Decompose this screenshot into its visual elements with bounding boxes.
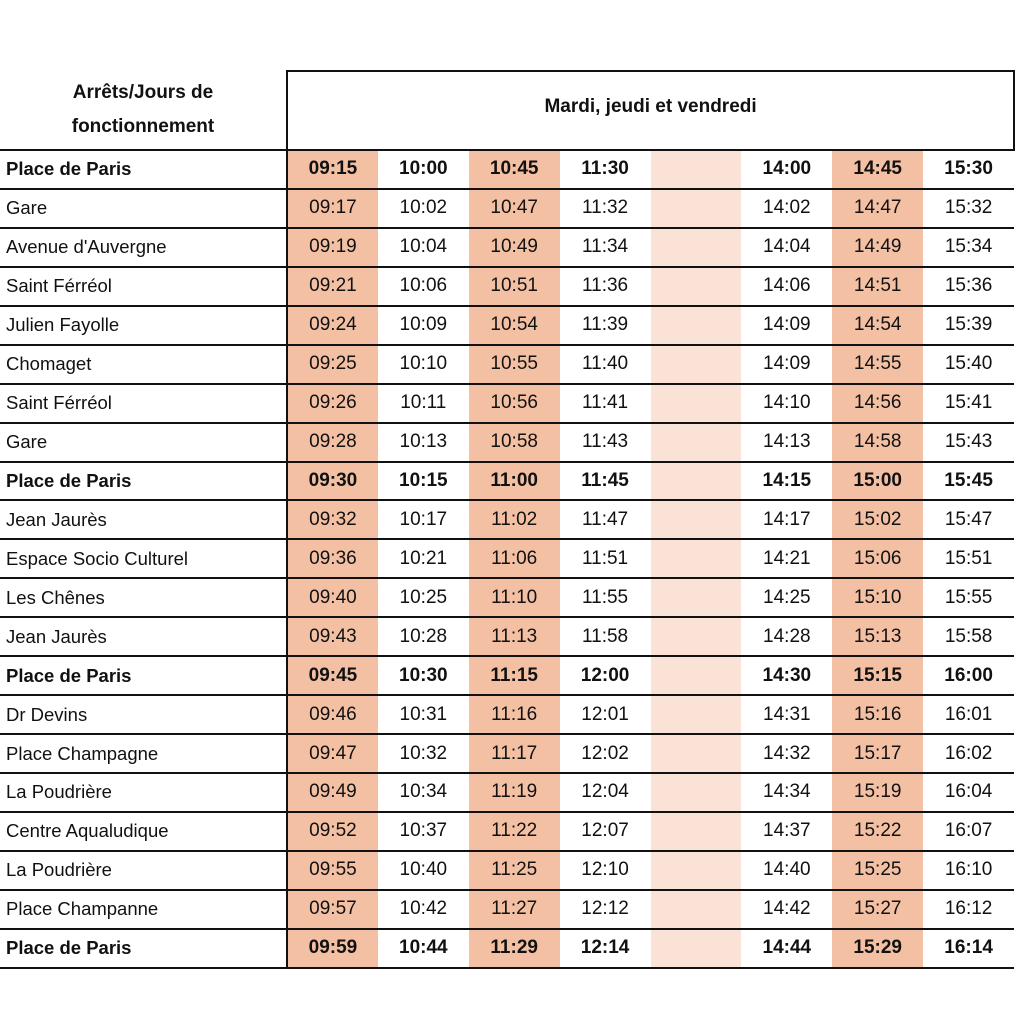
departure-time-cell: 12:10 [560, 851, 651, 890]
empty-time-cell [651, 578, 742, 617]
stop-name-cell: Jean Jaurès [0, 617, 287, 656]
departure-time-cell: 11:19 [469, 773, 560, 812]
table-row [0, 384, 1014, 423]
departure-time-cell: 16:04 [923, 773, 1014, 812]
departure-time-cell: 10:40 [378, 851, 469, 890]
empty-time-cell [651, 384, 742, 423]
stop-name-cell: Espace Socio Culturel [0, 539, 287, 578]
departure-time-cell: 11:02 [469, 500, 560, 539]
stop-name-cell: Place Champanne [0, 890, 287, 929]
departure-time-cell: 11:34 [560, 228, 651, 267]
empty-time-cell [651, 656, 742, 695]
empty-time-cell [651, 423, 742, 462]
departure-time-cell: 10:15 [378, 462, 469, 501]
departure-time-cell: 16:10 [923, 851, 1014, 890]
departure-time-cell: 14:40 [741, 851, 832, 890]
departure-time-cell: 12:14 [560, 929, 651, 968]
departure-time-cell: 11:10 [469, 578, 560, 617]
departure-time-cell: 10:06 [378, 267, 469, 306]
departure-time-cell: 14:21 [741, 539, 832, 578]
departure-time-cell: 09:19 [287, 228, 378, 267]
departure-time-cell: 14:58 [832, 423, 923, 462]
table-row [0, 734, 1014, 773]
departure-time-cell: 12:02 [560, 734, 651, 773]
empty-time-cell [651, 539, 742, 578]
departure-time-cell: 15:06 [832, 539, 923, 578]
departure-time-cell: 10:09 [378, 306, 469, 345]
stop-name-cell: Gare [0, 423, 287, 462]
departure-time-cell: 14:51 [832, 267, 923, 306]
departure-time-cell: 09:52 [287, 812, 378, 851]
departure-time-cell: 09:26 [287, 384, 378, 423]
departure-time-cell: 10:02 [378, 189, 469, 228]
departure-time-cell: 14:47 [832, 189, 923, 228]
stop-name-cell: Julien Fayolle [0, 306, 287, 345]
timetable-body [0, 150, 1014, 968]
empty-time-cell [651, 306, 742, 345]
departure-time-cell: 15:40 [923, 345, 1014, 384]
bus-timetable [0, 70, 1015, 969]
stop-name-cell: La Poudrière [0, 773, 287, 812]
departure-time-cell: 14:15 [741, 462, 832, 501]
departure-time-cell: 09:40 [287, 578, 378, 617]
table-row [0, 423, 1014, 462]
stop-name-cell: Place de Paris [0, 656, 287, 695]
empty-time-cell [651, 189, 742, 228]
empty-time-cell [651, 929, 742, 968]
departure-time-cell: 12:00 [560, 656, 651, 695]
stop-name-cell: Saint Férréol [0, 267, 287, 306]
departure-time-cell: 11:40 [560, 345, 651, 384]
departure-time-cell: 10:11 [378, 384, 469, 423]
departure-time-cell: 10:25 [378, 578, 469, 617]
table-row [0, 345, 1014, 384]
departure-time-cell: 11:41 [560, 384, 651, 423]
empty-time-cell [651, 851, 742, 890]
departure-time-cell: 14:31 [741, 695, 832, 734]
departure-time-cell: 09:55 [287, 851, 378, 890]
departure-time-cell: 09:15 [287, 150, 378, 189]
departure-time-cell: 14:02 [741, 189, 832, 228]
departure-time-cell: 14:34 [741, 773, 832, 812]
departure-time-cell: 14:00 [741, 150, 832, 189]
departure-time-cell: 15:13 [832, 617, 923, 656]
departure-time-cell: 14:04 [741, 228, 832, 267]
departure-time-cell: 14:10 [741, 384, 832, 423]
departure-time-cell: 15:55 [923, 578, 1014, 617]
departure-time-cell: 11:55 [560, 578, 651, 617]
departure-time-cell: 16:07 [923, 812, 1014, 851]
stop-name-cell: Place Champagne [0, 734, 287, 773]
departure-time-cell: 14:37 [741, 812, 832, 851]
stop-name-cell: Avenue d'Auvergne [0, 228, 287, 267]
table-row [0, 773, 1014, 812]
departure-time-cell: 11:00 [469, 462, 560, 501]
operating-days-header: Mardi, jeudi et vendredi [287, 71, 1014, 150]
departure-time-cell: 09:49 [287, 773, 378, 812]
empty-time-cell [651, 773, 742, 812]
departure-time-cell: 14:06 [741, 267, 832, 306]
departure-time-cell: 15:27 [832, 890, 923, 929]
departure-time-cell: 09:32 [287, 500, 378, 539]
departure-time-cell: 10:49 [469, 228, 560, 267]
departure-time-cell: 11:25 [469, 851, 560, 890]
departure-time-cell: 15:51 [923, 539, 1014, 578]
table-row [0, 267, 1014, 306]
departure-time-cell: 10:44 [378, 929, 469, 968]
departure-time-cell: 10:42 [378, 890, 469, 929]
table-row [0, 695, 1014, 734]
departure-time-cell: 12:01 [560, 695, 651, 734]
departure-time-cell: 11:51 [560, 539, 651, 578]
departure-time-cell: 10:58 [469, 423, 560, 462]
departure-time-cell: 09:43 [287, 617, 378, 656]
stop-name-cell: Chomaget [0, 345, 287, 384]
departure-time-cell: 16:01 [923, 695, 1014, 734]
departure-time-cell: 12:04 [560, 773, 651, 812]
table-row [0, 189, 1014, 228]
stop-name-cell: Saint Férréol [0, 384, 287, 423]
departure-time-cell: 16:12 [923, 890, 1014, 929]
departure-time-cell: 10:32 [378, 734, 469, 773]
table-row [0, 812, 1014, 851]
empty-time-cell [651, 734, 742, 773]
table-row [0, 462, 1014, 501]
departure-time-cell: 14:56 [832, 384, 923, 423]
empty-time-cell [651, 617, 742, 656]
departure-time-cell: 15:41 [923, 384, 1014, 423]
empty-time-cell [651, 228, 742, 267]
table-row [0, 150, 1014, 189]
stop-name-cell: Jean Jaurès [0, 500, 287, 539]
departure-time-cell: 14:45 [832, 150, 923, 189]
empty-time-cell [651, 345, 742, 384]
departure-time-cell: 09:24 [287, 306, 378, 345]
table-row [0, 929, 1014, 968]
empty-time-cell [651, 500, 742, 539]
table-row [0, 851, 1014, 890]
departure-time-cell: 12:07 [560, 812, 651, 851]
departure-time-cell: 14:28 [741, 617, 832, 656]
departure-time-cell: 11:32 [560, 189, 651, 228]
departure-time-cell: 11:13 [469, 617, 560, 656]
stops-days-header: Arrêts/Jours de fonctionnement [0, 71, 287, 150]
departure-time-cell: 15:19 [832, 773, 923, 812]
departure-time-cell: 09:25 [287, 345, 378, 384]
departure-time-cell: 15:25 [832, 851, 923, 890]
departure-time-cell: 10:34 [378, 773, 469, 812]
departure-time-cell: 10:37 [378, 812, 469, 851]
departure-time-cell: 10:54 [469, 306, 560, 345]
stop-name-cell: Centre Aqualudique [0, 812, 287, 851]
departure-time-cell: 10:47 [469, 189, 560, 228]
table-row [0, 228, 1014, 267]
departure-time-cell: 15:32 [923, 189, 1014, 228]
departure-time-cell: 14:54 [832, 306, 923, 345]
departure-time-cell: 09:45 [287, 656, 378, 695]
table-row [0, 617, 1014, 656]
departure-time-cell: 09:46 [287, 695, 378, 734]
table-row [0, 890, 1014, 929]
departure-time-cell: 15:58 [923, 617, 1014, 656]
departure-time-cell: 14:09 [741, 345, 832, 384]
departure-time-cell: 10:55 [469, 345, 560, 384]
table-row [0, 539, 1014, 578]
table-row [0, 578, 1014, 617]
table-row [0, 500, 1014, 539]
empty-time-cell [651, 812, 742, 851]
departure-time-cell: 10:45 [469, 150, 560, 189]
stop-name-cell: Place de Paris [0, 929, 287, 968]
departure-time-cell: 11:06 [469, 539, 560, 578]
departure-time-cell: 10:21 [378, 539, 469, 578]
departure-time-cell: 15:29 [832, 929, 923, 968]
departure-time-cell: 15:39 [923, 306, 1014, 345]
departure-time-cell: 15:02 [832, 500, 923, 539]
departure-time-cell: 14:49 [832, 228, 923, 267]
stop-name-cell: Dr Devins [0, 695, 287, 734]
departure-time-cell: 11:30 [560, 150, 651, 189]
departure-time-cell: 14:32 [741, 734, 832, 773]
departure-time-cell: 16:00 [923, 656, 1014, 695]
departure-time-cell: 11:29 [469, 929, 560, 968]
departure-time-cell: 09:28 [287, 423, 378, 462]
departure-time-cell: 09:36 [287, 539, 378, 578]
departure-time-cell: 11:15 [469, 656, 560, 695]
departure-time-cell: 14:25 [741, 578, 832, 617]
departure-time-cell: 11:17 [469, 734, 560, 773]
departure-time-cell: 10:28 [378, 617, 469, 656]
departure-time-cell: 15:36 [923, 267, 1014, 306]
departure-time-cell: 11:27 [469, 890, 560, 929]
departure-time-cell: 11:45 [560, 462, 651, 501]
empty-time-cell [651, 150, 742, 189]
departure-time-cell: 14:44 [741, 929, 832, 968]
departure-time-cell: 09:47 [287, 734, 378, 773]
departure-time-cell: 10:31 [378, 695, 469, 734]
departure-time-cell: 11:58 [560, 617, 651, 656]
departure-time-cell: 15:16 [832, 695, 923, 734]
departure-time-cell: 10:56 [469, 384, 560, 423]
departure-time-cell: 15:30 [923, 150, 1014, 189]
table-row [0, 656, 1014, 695]
departure-time-cell: 09:59 [287, 929, 378, 968]
departure-time-cell: 09:17 [287, 189, 378, 228]
departure-time-cell: 15:10 [832, 578, 923, 617]
departure-time-cell: 10:17 [378, 500, 469, 539]
departure-time-cell: 15:17 [832, 734, 923, 773]
departure-time-cell: 10:13 [378, 423, 469, 462]
departure-time-cell: 10:10 [378, 345, 469, 384]
departure-time-cell: 14:17 [741, 500, 832, 539]
departure-time-cell: 16:14 [923, 929, 1014, 968]
departure-time-cell: 15:22 [832, 812, 923, 851]
departure-time-cell: 09:21 [287, 267, 378, 306]
departure-time-cell: 09:57 [287, 890, 378, 929]
departure-time-cell: 15:43 [923, 423, 1014, 462]
departure-time-cell: 15:15 [832, 656, 923, 695]
departure-time-cell: 15:00 [832, 462, 923, 501]
departure-time-cell: 10:04 [378, 228, 469, 267]
empty-time-cell [651, 267, 742, 306]
stop-name-cell: Gare [0, 189, 287, 228]
empty-time-cell [651, 462, 742, 501]
departure-time-cell: 14:42 [741, 890, 832, 929]
empty-time-cell [651, 695, 742, 734]
departure-time-cell: 15:47 [923, 500, 1014, 539]
departure-time-cell: 15:45 [923, 462, 1014, 501]
header-row [0, 71, 1014, 150]
departure-time-cell: 10:30 [378, 656, 469, 695]
departure-time-cell: 16:02 [923, 734, 1014, 773]
departure-time-cell: 11:47 [560, 500, 651, 539]
departure-time-cell: 14:09 [741, 306, 832, 345]
stop-name-cell: Place de Paris [0, 462, 287, 501]
table-row [0, 306, 1014, 345]
departure-time-cell: 14:13 [741, 423, 832, 462]
departure-time-cell: 15:34 [923, 228, 1014, 267]
departure-time-cell: 14:30 [741, 656, 832, 695]
stop-name-cell: La Poudrière [0, 851, 287, 890]
departure-time-cell: 09:30 [287, 462, 378, 501]
departure-time-cell: 14:55 [832, 345, 923, 384]
departure-time-cell: 12:12 [560, 890, 651, 929]
departure-time-cell: 10:00 [378, 150, 469, 189]
departure-time-cell: 11:22 [469, 812, 560, 851]
departure-time-cell: 11:43 [560, 423, 651, 462]
stop-name-cell: Les Chênes [0, 578, 287, 617]
stop-name-cell: Place de Paris [0, 150, 287, 189]
empty-time-cell [651, 890, 742, 929]
departure-time-cell: 10:51 [469, 267, 560, 306]
departure-time-cell: 11:39 [560, 306, 651, 345]
departure-time-cell: 11:16 [469, 695, 560, 734]
departure-time-cell: 11:36 [560, 267, 651, 306]
